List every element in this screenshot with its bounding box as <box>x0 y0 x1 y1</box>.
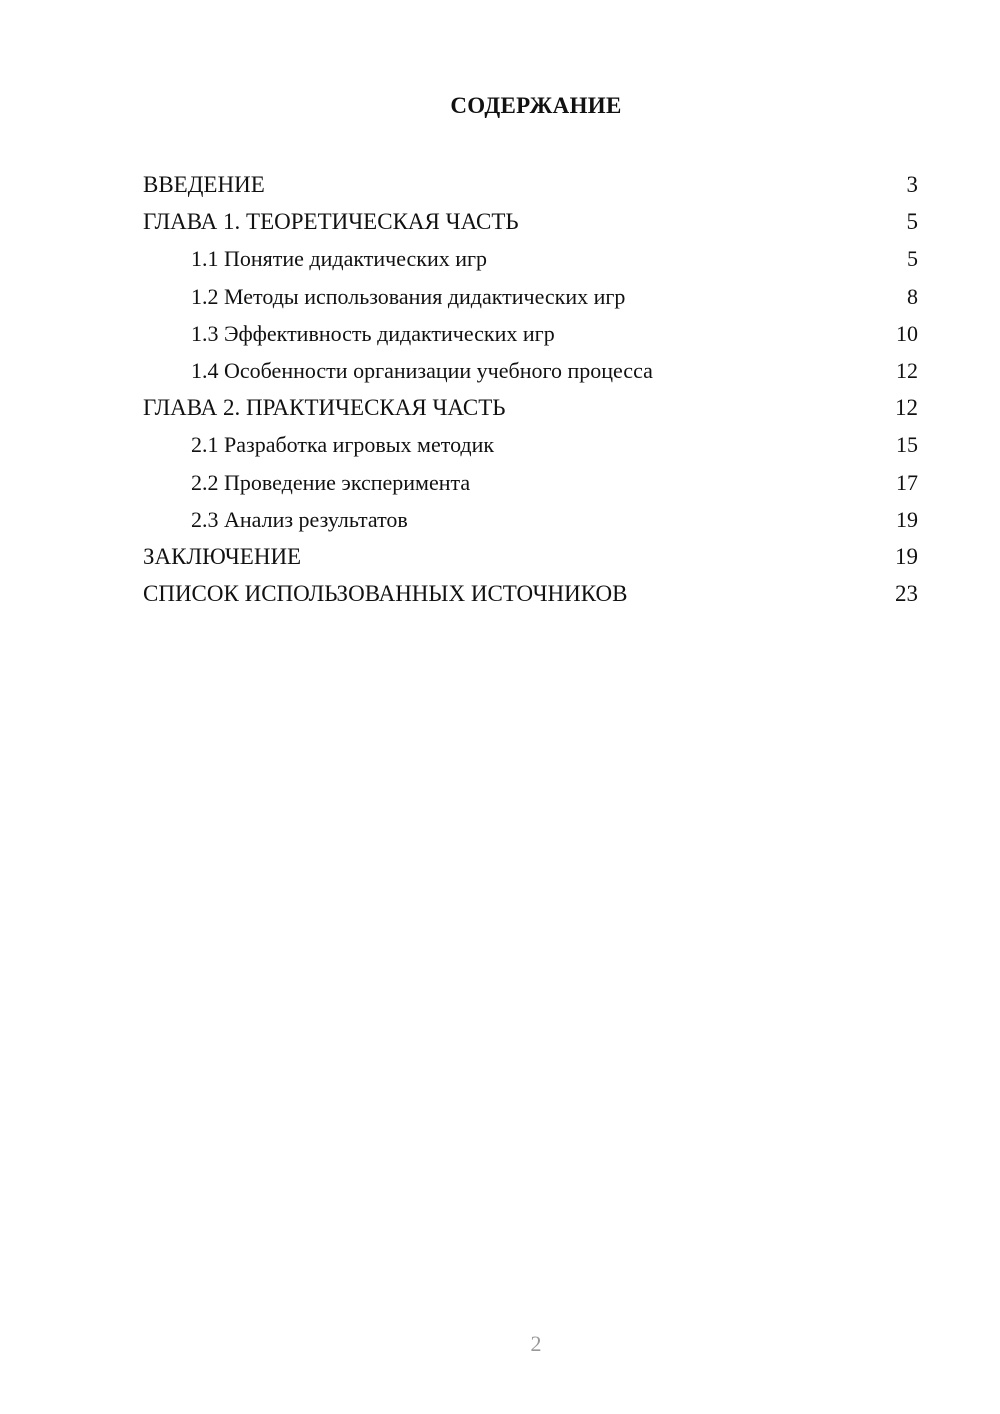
toc-entry-page: 3 <box>906 172 918 197</box>
toc-entry-label: ЗАКЛЮЧЕНИЕ <box>143 543 302 569</box>
toc-entry-label: 1.2 Методы использования дидактических игр <box>191 283 626 309</box>
toc-entry-section-2-2[interactable] <box>143 464 918 501</box>
toc-entry-label: 1.4 Особенности организации учебного процесса <box>191 357 653 383</box>
toc-entry-page: 19 <box>896 506 918 532</box>
page-number: 2 <box>530 1331 542 1356</box>
toc-entry-page: 10 <box>896 320 918 346</box>
toc-entry-page: 12 <box>896 357 918 383</box>
toc-entry-label: 2.3 Анализ результатов <box>191 506 408 532</box>
toc-entry-page: 23 <box>895 581 918 607</box>
toc-entry-section-1-3[interactable] <box>143 315 918 352</box>
toc-entry-chapter-1[interactable] <box>143 203 918 240</box>
page-title: СОДЕРЖАНИЕ <box>450 93 622 118</box>
toc-entry-label: 1.1 Понятие дидактических игр <box>191 246 488 272</box>
toc-entry-label: СПИСОК ИСПОЛЬЗОВАННЫХ ИСТОЧНИКОВ <box>143 581 628 607</box>
toc-entry-section-2-1[interactable] <box>143 426 918 463</box>
toc-entry-label: 2.1 Разработка игровых методик <box>191 432 495 458</box>
toc-entry-label: ВВЕДЕНИЕ <box>143 172 265 197</box>
toc-entry-label: 1.3 Эффективность дидактических игр <box>191 320 555 346</box>
toc-entry-page: 5 <box>906 209 918 235</box>
toc-entry-section-1-1[interactable] <box>143 240 918 277</box>
toc-entry-section-1-4[interactable] <box>143 352 918 389</box>
toc-entry-section-2-3[interactable] <box>143 501 918 538</box>
toc-entry-introduction[interactable] <box>143 166 918 203</box>
toc-entry-page: 17 <box>896 469 918 495</box>
toc-entry-conclusion[interactable] <box>143 538 918 575</box>
toc-entry-page: 12 <box>895 395 918 421</box>
toc-entry-chapter-2[interactable] <box>143 389 918 426</box>
table-of-contents <box>143 166 918 612</box>
toc-entry-page: 19 <box>895 543 918 569</box>
toc-entry-label: ГЛАВА 2. ПРАКТИЧЕСКАЯ ЧАСТЬ <box>143 395 506 421</box>
toc-entry-label: ГЛАВА 1. ТЕОРЕТИЧЕСКАЯ ЧАСТЬ <box>143 209 519 235</box>
toc-entry-page: 5 <box>907 246 918 272</box>
toc-entry-references[interactable] <box>143 575 918 612</box>
toc-entry-label: 2.2 Проведение эксперимента <box>191 469 471 495</box>
toc-entry-page: 8 <box>907 283 918 309</box>
toc-entry-section-1-2[interactable] <box>143 278 918 315</box>
toc-entry-page: 15 <box>896 432 918 458</box>
